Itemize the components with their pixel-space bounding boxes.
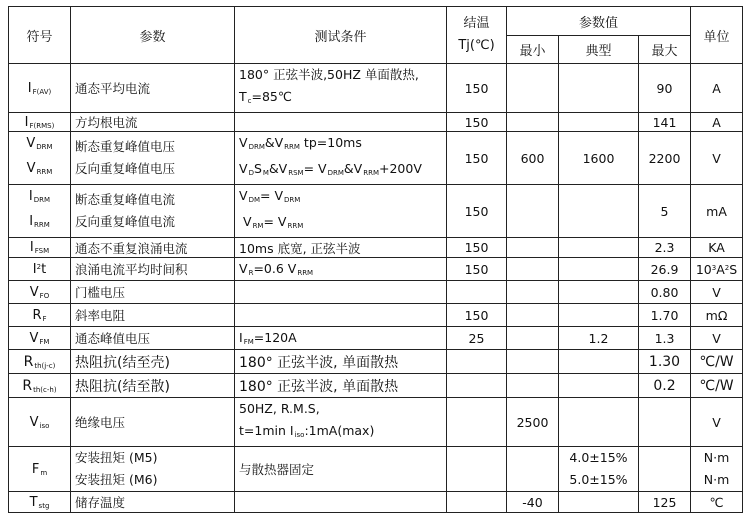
parameter-cell: 热阻抗(结至壳) xyxy=(71,350,235,374)
condition-cell: 10ms 底宽, 正弦半波 xyxy=(235,238,447,258)
unit-cell: V xyxy=(691,327,743,350)
parameter-cell: 通态平均电流 xyxy=(71,64,235,113)
unit-cell: mA xyxy=(691,185,743,238)
header-row xyxy=(9,7,743,36)
unit-cell: A xyxy=(691,113,743,132)
condition-cell: $V_{DM}= V_{DRM}$ $V_{RM}= V_{RRM}$ xyxy=(235,185,447,238)
max-cell: 0.2 xyxy=(639,374,691,398)
typ-cell: 1.2 xyxy=(559,327,639,350)
symbol-cell: $F_m$ xyxy=(9,447,71,492)
unit-cell: mΩ xyxy=(691,304,743,327)
tj-cell xyxy=(447,350,507,374)
max-cell xyxy=(639,398,691,447)
table-row xyxy=(9,492,743,513)
table-row xyxy=(9,327,743,350)
parameter-cell: 方均根电流 xyxy=(71,113,235,132)
max-cell: 5 xyxy=(639,185,691,238)
symbol-cell: $I_{F(AV)}$ xyxy=(9,64,71,113)
max-cell: 0.80 xyxy=(639,281,691,304)
symbol-cell: $V_{FM}$ xyxy=(9,327,71,350)
min-cell xyxy=(507,238,559,258)
header-max: 最大 xyxy=(639,36,691,64)
table-row xyxy=(9,113,743,132)
header-values: 参数值 xyxy=(507,7,691,36)
min-cell: 2500 xyxy=(507,398,559,447)
table-row xyxy=(9,398,743,447)
unit-cell: ℃/W xyxy=(691,374,743,398)
table-row xyxy=(9,447,743,492)
header-typ: 典型 xyxy=(559,36,639,64)
min-cell: 600 xyxy=(507,132,559,185)
min-cell xyxy=(507,350,559,374)
symbol-cell: $I_{FSM}$ xyxy=(9,238,71,258)
condition-cell xyxy=(235,113,447,132)
tj-cell: 150 xyxy=(447,64,507,113)
parameter-cell: 储存温度 xyxy=(71,492,235,513)
tj-cell xyxy=(447,374,507,398)
unit-cell: V xyxy=(691,398,743,447)
typ-cell xyxy=(559,350,639,374)
max-cell: 26.9 xyxy=(639,258,691,281)
condition-cell: 180° 正弦半波,50HZ 单面散热, $T_c=85℃$ xyxy=(235,64,447,113)
parameter-cell: 绝缘电压 xyxy=(71,398,235,447)
max-cell: 1.70 xyxy=(639,304,691,327)
parameter-cell: 热阻抗(结至散) xyxy=(71,374,235,398)
header-symbol: 符号 xyxy=(9,7,71,64)
header-min: 最小 xyxy=(507,36,559,64)
table-row xyxy=(9,64,743,113)
min-cell xyxy=(507,64,559,113)
condition-cell xyxy=(235,281,447,304)
parameter-cell: 斜率电阻 xyxy=(71,304,235,327)
condition-cell: $V_R=0.6$ $V_{RRM}$ xyxy=(235,258,447,281)
min-cell xyxy=(507,374,559,398)
header-temp xyxy=(447,7,507,64)
max-cell: 125 xyxy=(639,492,691,513)
table-row xyxy=(9,350,743,374)
table-row xyxy=(9,374,743,398)
parameter-cell: 门槛电压 xyxy=(71,281,235,304)
typ-cell: 1600 xyxy=(559,132,639,185)
unit-cell: KA xyxy=(691,238,743,258)
symbol-cell: $I_{F(RMS)}$ xyxy=(9,113,71,132)
max-cell: 1.30 xyxy=(639,350,691,374)
tj-cell xyxy=(447,447,507,492)
symbol-cell: $V_{FO}$ xyxy=(9,281,71,304)
tj-cell: 150 xyxy=(447,185,507,238)
min-cell xyxy=(507,281,559,304)
header-parameter: 参数 xyxy=(71,7,235,64)
symbol-cell: $R_{th(c-h)}$ xyxy=(9,374,71,398)
condition-cell: 180° 正弦半波, 单面散热 xyxy=(235,350,447,374)
max-cell: 141 xyxy=(639,113,691,132)
unit-cell: A xyxy=(691,64,743,113)
min-cell xyxy=(507,185,559,238)
condition-cell xyxy=(235,492,447,513)
typ-cell xyxy=(559,304,639,327)
min-cell xyxy=(507,447,559,492)
parameter-cell: 浪涌电流平均时间积 xyxy=(71,258,235,281)
tj-cell: 150 xyxy=(447,238,507,258)
table-row xyxy=(9,304,743,327)
tj-cell: 150 xyxy=(447,132,507,185)
condition-cell: $V_{DRM}\&V_{RRM}$ tp=10ms $V_DS_M\&V_{RSM}=$ $V_{DRM}\&V_{RRM}+200V$ xyxy=(235,132,447,185)
typ-cell xyxy=(559,398,639,447)
condition-cell: 50HZ, R.M.S, t=1min $I_{iso}:1mA(\max)$ xyxy=(235,398,447,447)
unit-cell: V xyxy=(691,132,743,185)
parameter-cell: 断态重复峰值电压 反向重复峰值电压 xyxy=(71,132,235,185)
min-cell xyxy=(507,258,559,281)
max-cell: 90 xyxy=(639,64,691,113)
symbol-cell: $V_{DRM}$ $V_{RRM}$ xyxy=(9,132,71,185)
typ-cell xyxy=(559,238,639,258)
max-cell: 2200 xyxy=(639,132,691,185)
typ-cell xyxy=(559,492,639,513)
min-cell xyxy=(507,327,559,350)
table-row xyxy=(9,185,743,238)
condition-cell xyxy=(235,304,447,327)
header-temp-unit: Tj(℃) xyxy=(458,38,495,53)
spec-table xyxy=(8,6,743,513)
symbol-cell: $R_{th(j-c)}$ xyxy=(9,350,71,374)
tj-cell xyxy=(447,281,507,304)
tj-cell: 150 xyxy=(447,304,507,327)
condition-cell: 与散热器固定 xyxy=(235,447,447,492)
min-cell xyxy=(507,113,559,132)
table-row xyxy=(9,132,743,185)
max-cell: 2.3 xyxy=(639,238,691,258)
parameter-cell: 断态重复峰值电流 反向重复峰值电流 xyxy=(71,185,235,238)
parameter-cell: 通态不重复浪涌电流 xyxy=(71,238,235,258)
condition-cell: 180° 正弦半波, 单面散热 xyxy=(235,374,447,398)
header-temp-label: 结温 xyxy=(463,16,490,31)
typ-cell: 4.0±15% 5.0±15% xyxy=(559,447,639,492)
typ-cell xyxy=(559,258,639,281)
tj-cell: 150 xyxy=(447,258,507,281)
min-cell: -40 xyxy=(507,492,559,513)
typ-cell xyxy=(559,64,639,113)
tj-cell xyxy=(447,398,507,447)
tj-cell xyxy=(447,492,507,513)
symbol-cell: $I_{DRM}$ $I_{RRM}$ xyxy=(9,185,71,238)
symbol-cell: $T_{stg}$ xyxy=(9,492,71,513)
condition-cell: $I_{FM}=120A$ xyxy=(235,327,447,350)
max-cell xyxy=(639,447,691,492)
unit-cell: ℃ xyxy=(691,492,743,513)
parameter-cell: 通态峰值电压 xyxy=(71,327,235,350)
typ-cell xyxy=(559,374,639,398)
parameter-cell: 安装扭矩 (M5) 安装扭矩 (M6) xyxy=(71,447,235,492)
unit-cell: ℃/W xyxy=(691,350,743,374)
typ-cell xyxy=(559,185,639,238)
header-conditions: 测试条件 xyxy=(235,7,447,64)
max-cell: 1.3 xyxy=(639,327,691,350)
unit-cell: N·m N·m xyxy=(691,447,743,492)
header-unit: 单位 xyxy=(691,7,743,64)
table-row xyxy=(9,238,743,258)
table-row xyxy=(9,258,743,281)
symbol-cell: $V_{iso}$ xyxy=(9,398,71,447)
tj-cell: 150 xyxy=(447,113,507,132)
table-row xyxy=(9,281,743,304)
unit-cell: $10^3A^2S$ xyxy=(691,258,743,281)
symbol-cell: $R_F$ xyxy=(9,304,71,327)
tj-cell: 25 xyxy=(447,327,507,350)
symbol-cell: $I^2t$ xyxy=(9,258,71,281)
min-cell xyxy=(507,304,559,327)
typ-cell xyxy=(559,113,639,132)
typ-cell xyxy=(559,281,639,304)
unit-cell: V xyxy=(691,281,743,304)
